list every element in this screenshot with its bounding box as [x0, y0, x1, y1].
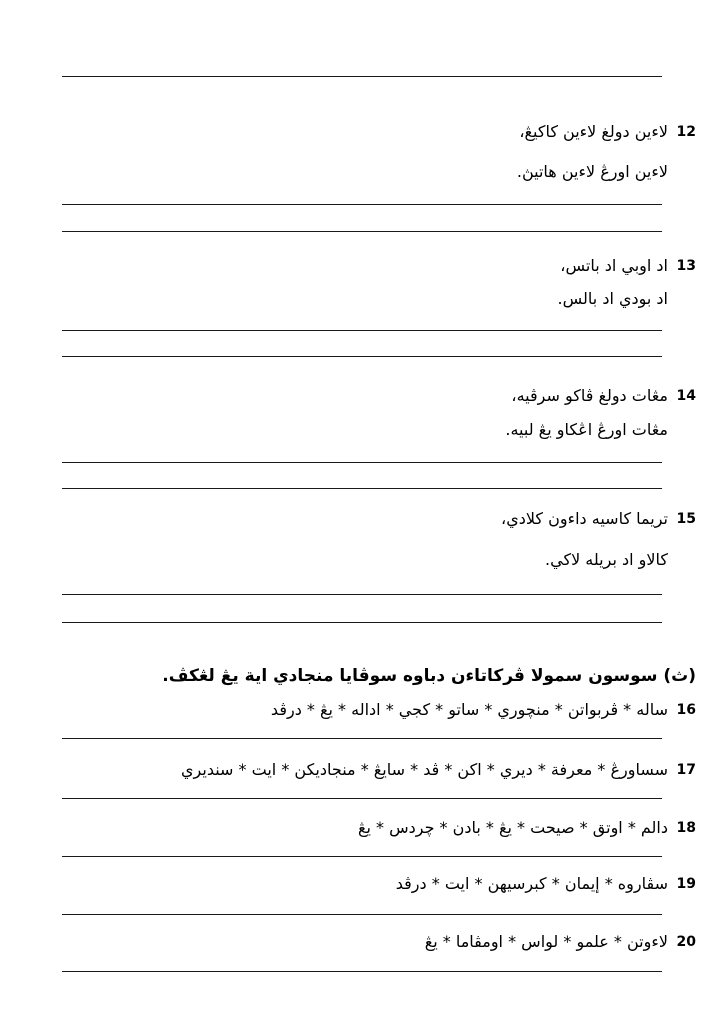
answer-line [62, 330, 662, 331]
answer-line [62, 856, 662, 857]
answer-line [62, 462, 662, 463]
word-list: ساله * ڤربواتن * منچوري * ساتو * كجي * اداله * يڠ * درڤد [270, 700, 668, 719]
answer-line [62, 488, 662, 489]
item-number: 20 [676, 934, 696, 950]
item-number: 19 [676, 876, 696, 892]
item-number: 16 [676, 702, 696, 718]
answer-line [62, 738, 662, 739]
proverb-line-1: تريما كاسيه داءون كلادي، [501, 509, 668, 528]
item-number: 13 [676, 258, 696, 274]
item-number: 18 [676, 820, 696, 836]
answer-line [62, 914, 662, 915]
proverb-line-2: مڠات اورڠ اڠكاو يڠ لبيه. [505, 420, 668, 439]
item-number: 15 [676, 511, 696, 527]
word-list: لاءوتن * علمو * لواس * اومڤاما * يڠ [424, 932, 668, 951]
answer-line [62, 622, 662, 623]
answer-line [62, 798, 662, 799]
word-list: دالم * اوتق * صيحت * يڠ * بادن * چردس * يڠ [357, 818, 668, 837]
section-heading: (ث) سوسون سمولا ڤركاتاءن دباوه سوڤايا منجادي اية يڠ لڠكڤ. [162, 666, 696, 686]
answer-line [62, 356, 662, 357]
answer-line [62, 594, 662, 595]
item-number: 14 [676, 388, 696, 404]
item-number: 17 [676, 762, 696, 778]
proverb-line-1: اد اوبي اد باتس، [560, 256, 668, 275]
answer-line [62, 231, 662, 232]
word-list: سڤاروه * إيمان * كبرسيهن * ايت * درڤد [395, 874, 668, 893]
proverb-line-2: لاءين اورڠ لاءين هاتيڽ. [516, 162, 668, 181]
proverb-line-2: كالاو اد بريله لاكي. [545, 550, 668, 569]
word-list: سساورڠ * معرفة * ديري * اكن * ڤد * سايڠ * منجاديكن * ايت * سنديري [181, 760, 668, 779]
answer-line [62, 204, 662, 205]
proverb-line-1: مڠات دولغ ڤاكو سرڤيه، [511, 386, 668, 405]
answer-line [62, 971, 662, 972]
proverb-line-2: اد بودي اد بالس. [557, 289, 668, 308]
proverb-line-1: لاءين دولغ لاءين كاكيڠ، [519, 122, 668, 141]
item-number: 12 [676, 124, 696, 140]
answer-line [62, 76, 662, 77]
